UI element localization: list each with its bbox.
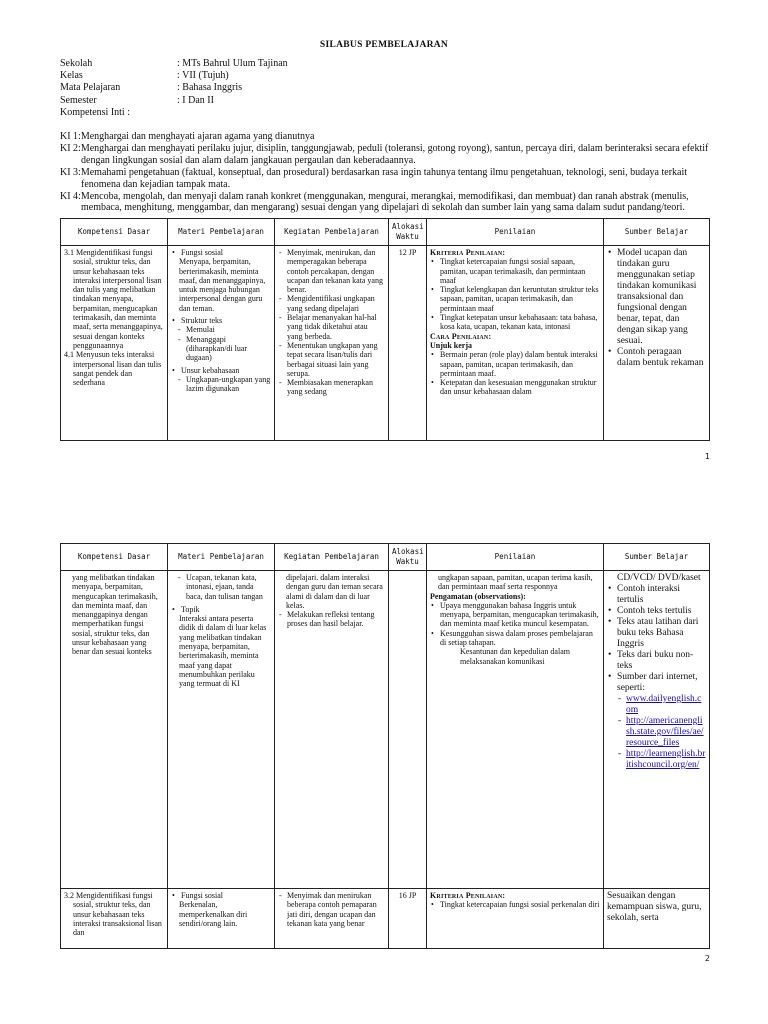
kriteria-heading: Kriteria Penilaian:	[430, 891, 506, 900]
list-item: • Teks atau latihan dari buku teks Bahasa Inggris	[617, 617, 706, 650]
list-item: - Menyimak dan menirukan beberapa contoh pemaparan jati diri, dengan ucapan dan tekanan kata yang benar	[287, 891, 385, 928]
alokasi-cell: 16 JP	[389, 889, 427, 949]
link-learnenglish[interactable]: http://learnenglish.britishcouncil.org/en/	[626, 749, 706, 770]
table-row	[61, 889, 710, 949]
header-kegiatan: Kegiatan Pembelajaran	[275, 544, 389, 571]
info-row-kelas	[60, 70, 288, 82]
header-materi: Materi Pembelajaran	[168, 544, 275, 571]
cara-penilaian-heading: Cara Penilaian:	[430, 331, 492, 341]
list-item: • Contoh teks tertulis	[617, 606, 706, 617]
header-sumber: Sumber Belajar	[604, 219, 710, 246]
info-value: : Bahasa Inggris	[177, 82, 242, 94]
penilaian-cell	[427, 246, 604, 441]
materi-unsur-kebahasaan: • Unsur kebahasaan	[181, 366, 271, 375]
document-title: SILABUS PEMBELAJARAN	[319, 40, 449, 50]
table-header-row	[61, 219, 710, 246]
syllabus-table-page1	[60, 218, 710, 441]
header-penilaian: Penilaian	[427, 219, 604, 246]
kegiatan-cell	[275, 246, 389, 441]
ki-3-continued: fenomena dan kejadian tampak mata.	[81, 178, 231, 190]
penilaian-cell	[427, 571, 604, 889]
materi-topik: • Topik	[181, 605, 271, 614]
table-row	[61, 246, 710, 441]
penilaian-continued: ungkapan sapaan, pamitan, ucapan terima kasih, dan permintaan maaf serta responnya	[438, 573, 593, 592]
kriteria-heading: Kriteria Penilaian:	[430, 248, 506, 257]
kd-cell	[61, 889, 168, 949]
header-sumber: Sumber Belajar	[604, 544, 710, 571]
list-item: - Mengidentifikasi ungkapan yang sedang dipelajari	[287, 294, 385, 313]
kd-3-1: 3.1 Mengidentifikasi fungsi sosial, struktur teks, dan unsur kebahasaan teks interaksi interpersonal lisan dan tulis yang melibatkan tindakan menyapa, berpamitan, mengucapkan terimakasih, dan meminta maaf, serta menanggapinya, sesuai dengan konteks penggunaannya	[64, 248, 163, 350]
kd-3-2: 3.2 Mengidentifikasi fungsi sosial, struktur teks, dan unsur kebahasaan teks interaksi transaksional lisan dan	[64, 891, 162, 938]
page-2	[0, 476, 768, 1024]
list-item: - Ucapan, tekanan kata, intonasi, ejaan, tanda baca, dan tulisan tangan	[186, 573, 271, 601]
link-americanenglish[interactable]: http://americanenglish.state.gov/files/ae/resource_files	[626, 716, 704, 748]
materi-fungsi-text: Berkenalan, memperkenalkan diri sendiri/orang lain.	[179, 900, 248, 928]
kompetensi-inti-list	[60, 131, 710, 214]
kd-cell	[61, 246, 168, 441]
unjuk-kerja-heading: Unjuk kerja	[430, 340, 473, 350]
ki-3: KI 3:Memahami pengetahuan (faktual, konseptual, dan prosedural) berdasarkan rasa ingin tahunya tentang ilmu pengetahuan, teknologi, seni, budaya terkait	[60, 166, 688, 178]
link-dailyenglish[interactable]: www.dailyenglish.com	[626, 694, 702, 715]
ki-2-continued: dengan lingkungan sosial dan alam dalam jangkauan pergaulan dan keberadaannya.	[81, 154, 416, 166]
ki-4-continued: membaca, menghitung, menggambar, dan mengarang) sesuai dengan yang dipelajari di sekolah dan sumber lain yang sama dalam sudut pandang/teori.	[81, 202, 685, 214]
list-item: - Menyimak, menirukan, dan memperagakan beberapa contoh percakapan, dengan ucapan dan tekanan kata yang benar.	[287, 248, 385, 294]
materi-fungsi-sosial: • Fungsi sosial	[181, 891, 271, 900]
page-number: 2	[704, 954, 710, 963]
kd-4-1: 4.1 Menyusun teks interaksi interpersonal lisan dan tulis sangat pendek dan sederhana	[64, 350, 162, 388]
materi-fungsi-text: Menyapa, berpamitan, berterimakasih, meminta maaf, dan menanggapinya, untuk menjaga hubungan interpersonal dengan guru dan teman.	[179, 257, 266, 313]
school-info	[60, 58, 288, 119]
sumber-continued: CD/VCD/ DVD/kaset	[617, 573, 701, 583]
info-row-semester	[60, 95, 288, 107]
list-item: • Tingkat ketercapaian fungsi sosial sapaan, pamitan, ucapan terimakasih, dan permintaan maaf	[440, 257, 600, 285]
info-value: : I Dan II	[177, 94, 214, 106]
info-row-sekolah	[60, 58, 288, 70]
alokasi-cell: 12 JP	[389, 246, 427, 441]
list-item: - Memulai	[186, 325, 271, 334]
list-item: • Ketepatan dan kesesuaian menggunakan struktur dan unsur kebahasaan dalam	[440, 378, 600, 397]
list-item: - Menanggapi (diharapkan/di luar dugaan)	[186, 335, 271, 363]
materi-cell	[168, 571, 275, 889]
materi-cell	[168, 889, 275, 949]
list-item: - Melakukan refleksi tentang proses dan hasil belajar.	[287, 610, 385, 629]
ki-4: KI 4:Mencoba, mengolah, dan menyaji dalam ranah konkret (menggunakan, mengurai, merangkai, memodifikasi, dan membuat) dan ranah abstrak (menulis,	[60, 190, 689, 202]
list-item: • Contoh interaksi tertulis	[617, 584, 706, 606]
list-item: • Tingkat ketercapaian fungsi sosial perkenalan diri	[440, 900, 600, 909]
table-row	[61, 571, 710, 889]
kd-cell	[61, 571, 168, 889]
ki-1: KI 1:Menghargai dan menghayati ajaran agama yang dianutnya	[60, 131, 315, 142]
info-label: Kelas	[60, 70, 83, 82]
ki-2: KI 2:Menghargai dan menghayati perilaku jujur, disiplin, tanggungjawab, peduli (toleransi, gotong royong), santun, percaya diri, dalam berinteraksi secara efektif	[60, 142, 709, 154]
list-item: • Teks dari buku non-teks	[617, 650, 706, 672]
header-kompetensi-dasar: Kompetensi Dasar	[61, 219, 168, 246]
materi-struktur-teks: • Struktur teks	[181, 316, 271, 325]
header-materi: Materi Pembelajaran	[168, 219, 275, 246]
header-penilaian: Penilaian	[427, 544, 604, 571]
info-row-mapel	[60, 82, 288, 94]
info-value: : VII (Tujuh)	[177, 70, 229, 82]
page-1	[0, 0, 768, 476]
alokasi-cell	[389, 571, 427, 889]
table-header-row	[61, 544, 710, 571]
list-item: - Ungkapan-ungkapan yang lazim digunakan	[186, 375, 271, 394]
info-label: Sekolah	[60, 58, 93, 69]
list-item: • Upaya menggunakan bahasa Inggris untuk menyapa, berpamitan, mengucapkan terimakasih, dan meminta maaf ketika muncul kesempatan.	[440, 601, 600, 629]
materi-fungsi-sosial: • Fungsi sosial	[181, 248, 271, 257]
list-item: • Model ucapan dan tindakan guru menggunakan setiap tindakan komunikasi transaksional dan fungsional dengan benar, tepat, dan dengan sikap yang sesuai.	[617, 248, 706, 347]
header-kegiatan: Kegiatan Pembelajaran	[275, 219, 389, 246]
page-number: 1	[704, 452, 710, 461]
list-item: - Belajar menanyakan hal-hal yang tidak diketahui atau yang berbeda.	[287, 313, 385, 341]
header-alokasi: Alokasi Waktu	[389, 219, 427, 246]
info-label: Kompetensi Inti :	[60, 106, 130, 118]
syllabus-table-page2	[60, 543, 710, 949]
kegiatan-cell	[275, 889, 389, 949]
pengamatan-heading: Pengamatan (observations):	[430, 591, 526, 601]
header-alokasi: Alokasi Waktu	[389, 544, 427, 571]
info-label: Semester	[60, 94, 97, 106]
list-item: • Contoh peragaan dalam bentuk rekaman	[617, 347, 706, 369]
materi-cell	[168, 246, 275, 441]
sumber-cell	[604, 246, 710, 441]
sumber-cell: Sesuaikan dengan kemampuan siswa, guru, sekolah, serta	[604, 889, 710, 949]
penilaian-cell	[427, 889, 604, 949]
list-item: • Tingkat ketepatan unsur kebahasaan: tata bahasa, kosa kata, ucapan, tekanan kata, intonasi	[440, 313, 600, 332]
header-kompetensi-dasar: Kompetensi Dasar	[61, 544, 168, 571]
kesantunan-text: Kesantunan dan kepedulian dalam melaksanakan komunikasi	[460, 647, 570, 666]
info-label: Mata Pelajaran	[60, 82, 121, 94]
sumber-cell	[604, 571, 710, 889]
info-row-ki-heading	[60, 107, 288, 119]
list-item: • Bermain peran (role play) dalam bentuk interaksi sapaan, pamitan, ucapan terimakasih, dan permintaan maaf.	[440, 350, 600, 378]
materi-topik-text: Interaksi antara peserta didik di dalam di luar kelas yang melibatkan tindakan menyapa, berpamitan, berterimakasih, meminta maaf yang dapat menumbuhkan perilaku yang termuat di KI	[179, 614, 267, 689]
list-item: • Sumber dari internet, seperti:	[617, 672, 706, 694]
list-item: - Menentukan ungkapan yang tepat secara lisan/tulis dari berbagai situasi lain yang serupa.	[287, 341, 385, 378]
list-item: • Kesungguhan siswa dalam proses pembelajaran di setiap tahapan.	[440, 629, 600, 648]
kegiatan-continued: dipelajari. dalam interaksi dengan guru dan teman secara alami di dalam dan di luar kelas.	[286, 573, 383, 610]
list-item: - Membiasakan menerapkan yang sedang	[287, 378, 385, 397]
kd-4-1-continued: yang melibatkan tindakan menyapa, berpamitan, mengucapkan terimakasih, dan meminta maaf, dan menanggapinya dengan memperhatikan fungsi sosial, struktur teks, dan unsur kebahasaan yang benar dan sesuai konteks	[72, 573, 158, 657]
kegiatan-cell	[275, 571, 389, 889]
info-value: : MTs Bahrul Ulum Tajinan	[177, 58, 288, 69]
list-item: • Tingkat kelengkapan dan keruntutan struktur teks sapaan, pamitan, ucapan terimakasih, dan permintaan maaf	[440, 285, 600, 313]
